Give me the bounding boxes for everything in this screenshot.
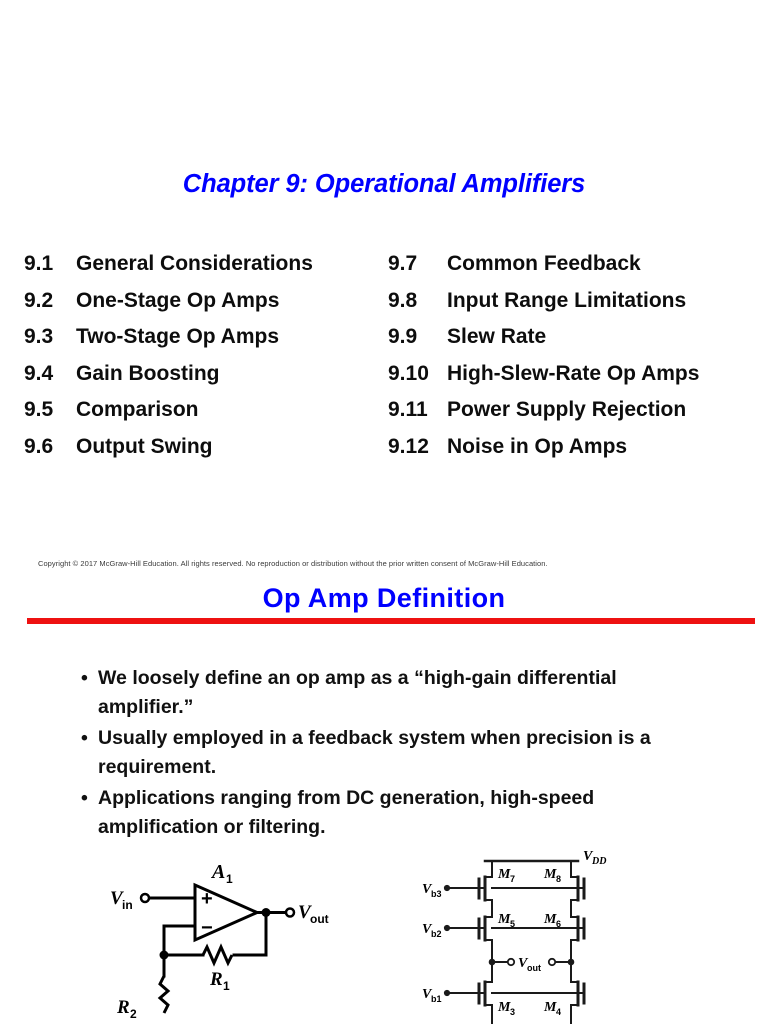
label-vdd-subscript: DD xyxy=(592,856,607,867)
label-m6: M xyxy=(544,912,557,927)
toc-label: Power Supply Rejection xyxy=(447,398,687,421)
toc-label: Common Feedback xyxy=(447,252,641,275)
noninverting-input-sign: + xyxy=(201,888,213,910)
label-m6-subscript: 6 xyxy=(556,919,562,929)
input-terminal-icon xyxy=(141,894,149,902)
copyright-notice: Copyright © 2017 McGraw-Hill Education. All rights reserved. No reproduction or distribution without the prior written consent of McGraw-Hill Education. xyxy=(38,559,548,568)
list-item xyxy=(80,724,680,781)
label-r2: R xyxy=(117,997,130,1018)
label-m3-subscript: 3 xyxy=(510,1007,516,1017)
toc-label: High-Slew-Rate Op Amps xyxy=(447,361,700,385)
toc-number: 9.3 xyxy=(24,325,54,348)
vb2-terminal-dot xyxy=(444,925,450,931)
label-vout-cascode-subscript: out xyxy=(527,963,541,973)
label-m7: M xyxy=(498,867,511,882)
chapter-title: Chapter 9: Operational Amplifiers xyxy=(182,170,586,198)
toc-label: Input Range Limitations xyxy=(447,288,687,312)
label-r1-subscript: 1 xyxy=(223,979,230,993)
toc-number: 9.6 xyxy=(24,434,54,458)
vout-left-terminal-icon xyxy=(508,959,514,965)
bullet-marker-icon: • xyxy=(81,727,88,749)
toc-number: 9.5 xyxy=(24,398,54,421)
label-m8-subscript: 8 xyxy=(556,874,562,884)
inverting-input-sign: − xyxy=(201,917,213,939)
toc-number: 9.1 xyxy=(24,252,54,275)
label-vb2: V xyxy=(422,922,432,937)
toc-item-9-2[interactable] xyxy=(24,289,389,326)
op-amp-definition-slide xyxy=(0,580,768,1024)
bullet-list xyxy=(80,664,680,844)
page-title: Op Amp Definition xyxy=(262,583,506,613)
label-vout-subscript: out xyxy=(310,912,329,926)
vb3-terminal-dot xyxy=(444,885,450,891)
label-vb2-subscript: b2 xyxy=(431,929,442,939)
toc-label: Noise in Op Amps xyxy=(447,434,628,458)
vout-left-junction-dot xyxy=(489,959,496,966)
label-vout-cascode: V xyxy=(518,956,528,971)
label-a1-subscript: 1 xyxy=(226,872,233,886)
label-m7-subscript: 7 xyxy=(510,874,516,884)
label-m4: M xyxy=(544,1000,557,1015)
feedback-amplifier-schematic xyxy=(100,848,350,1024)
bullet-marker-icon: • xyxy=(81,787,88,809)
output-junction-dot xyxy=(262,908,271,917)
toc-item-9-7[interactable] xyxy=(388,252,768,289)
resistor-r2-symbol xyxy=(160,976,168,1013)
toc-item-9-1[interactable] xyxy=(24,252,389,289)
toc-item-9-4[interactable] xyxy=(24,362,389,399)
label-vin-subscript: in xyxy=(122,898,133,912)
toc-label: Gain Boosting xyxy=(76,361,220,385)
toc-number: 9.10 xyxy=(388,361,429,385)
title-underline-rule xyxy=(27,618,755,624)
cascode-stage-figure xyxy=(420,848,620,1024)
cascode-stage-schematic xyxy=(420,848,620,1024)
toc-item-9-9[interactable] xyxy=(388,325,768,362)
label-vin: V xyxy=(110,888,123,909)
toc-number: 9.12 xyxy=(388,434,429,458)
vout-right-terminal-icon xyxy=(549,959,555,965)
vout-right-junction-dot xyxy=(568,959,575,966)
toc-number: 9.11 xyxy=(388,398,428,421)
toc-number: 9.2 xyxy=(24,288,54,312)
toc-item-9-11[interactable] xyxy=(388,398,768,435)
toc-label: Comparison xyxy=(76,398,199,421)
label-m8: M xyxy=(544,867,557,882)
label-vdd: V xyxy=(583,849,593,864)
toc-label: Output Swing xyxy=(76,434,213,458)
toc-number: 9.4 xyxy=(24,361,54,385)
toc-number: 9.7 xyxy=(388,252,418,275)
toc-right-column xyxy=(388,252,768,471)
toc-label: One-Stage Op Amps xyxy=(76,288,280,312)
toc-number: 9.9 xyxy=(388,325,418,348)
label-m4-subscript: 4 xyxy=(556,1007,562,1017)
label-r2-subscript: 2 xyxy=(130,1007,137,1021)
list-item xyxy=(80,664,680,721)
toc-label: Two-Stage Op Amps xyxy=(76,325,280,348)
toc-number: 9.8 xyxy=(388,288,418,312)
vb1-terminal-dot xyxy=(444,990,450,996)
label-vb1: V xyxy=(422,987,432,1002)
toc-item-9-8[interactable] xyxy=(388,289,768,326)
list-item xyxy=(80,784,680,841)
figure-row xyxy=(0,848,768,1024)
bullet-marker-icon: • xyxy=(81,667,88,689)
label-m3: M xyxy=(498,1000,511,1015)
list-item-text: Usually employed in a feedback system when precision is a requirement. xyxy=(98,727,651,778)
list-item-text: Applications ranging from DC generation, high-speed amplification or filtering. xyxy=(98,787,595,838)
toc-left-column xyxy=(24,252,389,471)
toc-label: Slew Rate xyxy=(447,325,547,348)
label-m5: M xyxy=(498,912,511,927)
feedback-amplifier-figure xyxy=(100,848,350,1024)
label-vb3: V xyxy=(422,882,432,897)
toc-item-9-12[interactable] xyxy=(388,435,768,472)
toc-item-9-5[interactable] xyxy=(24,398,389,435)
label-m5-subscript: 5 xyxy=(510,919,516,929)
toc-item-9-3[interactable] xyxy=(24,325,389,362)
toc-item-9-10[interactable] xyxy=(388,362,768,399)
label-vb3-subscript: b3 xyxy=(431,889,442,899)
label-vout: V xyxy=(298,902,311,923)
output-terminal-icon xyxy=(286,909,294,917)
toc-item-9-6[interactable] xyxy=(24,435,389,472)
toc-label: General Considerations xyxy=(76,252,313,275)
label-a1: A xyxy=(212,861,226,883)
label-vb1-subscript: b1 xyxy=(431,994,442,1004)
feedback-junction-dot xyxy=(160,951,169,960)
list-item-text: We loosely define an op amp as a “high-gain differential amplifier.” xyxy=(98,667,617,718)
resistor-r1-symbol xyxy=(203,947,232,963)
label-r1: R xyxy=(210,969,223,990)
